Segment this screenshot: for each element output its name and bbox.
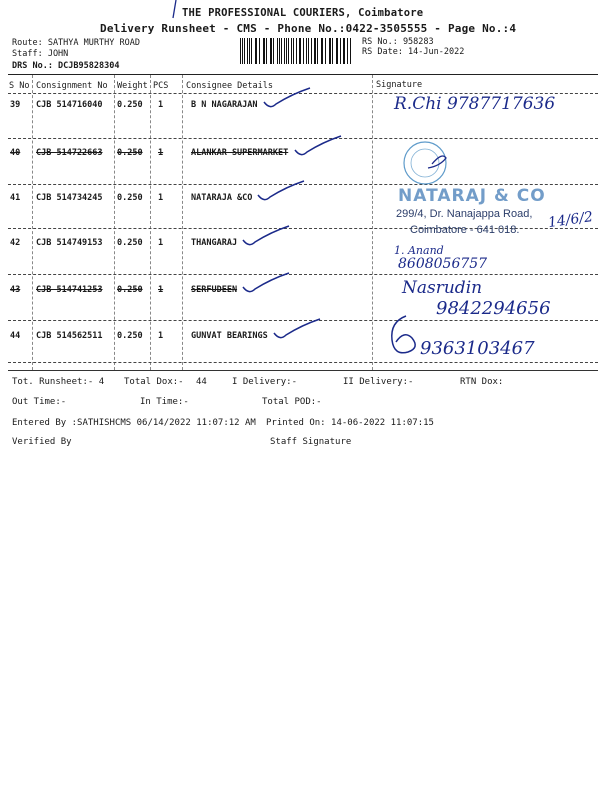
in-time: In Time:- <box>140 397 189 407</box>
runsheet-title: Delivery Runsheet - CMS - Phone No.:0422-3505555 - Page No.:4 <box>100 22 517 35</box>
barcode-bar <box>247 38 248 64</box>
total-dox-value: 44 <box>196 377 207 387</box>
col-header-signature: Signature <box>376 80 423 90</box>
total-dox-label: Total Dox:- <box>124 377 184 387</box>
cell-weight-row-41: 0.250 <box>117 193 143 203</box>
cell-consignee-row-42: THANGARAJ <box>191 238 238 248</box>
barcode-bar <box>350 38 351 64</box>
cell-consignment-row-41: CJB 514734245 <box>36 193 103 203</box>
cell-consignment-row-40: CJB 514722663 <box>36 148 103 158</box>
barcode <box>240 38 352 64</box>
col-divider <box>32 75 33 370</box>
cell-consignee-row-43: SERFUDEEN <box>191 285 238 295</box>
entered-by: Entered By :SATHISHCMS 06/14/2022 11:07:12 AM <box>12 418 256 428</box>
cell-pcs-row-42: 1 <box>158 238 164 248</box>
delivered-tick-row-39 <box>262 88 322 110</box>
cell-sno-row-39: 39 <box>10 100 21 110</box>
cell-consignee-row-39: B N NAGARAJAN <box>191 100 258 110</box>
cell-consignee-row-44: GUNVAT BEARINGS <box>191 331 268 341</box>
col-header-sno: S No <box>9 81 30 91</box>
cell-sno-row-41: 41 <box>10 193 21 203</box>
barcode-bar <box>332 38 333 64</box>
signature-row-39: R.Chi 9787717636 <box>394 94 556 114</box>
barcode-bar <box>317 38 318 64</box>
cell-sno-row-43: 43 <box>10 285 21 295</box>
total-pod: Total POD:- <box>262 397 322 407</box>
barcode-bar <box>321 38 322 64</box>
barcode-bar <box>255 38 256 64</box>
ii-delivery: II Delivery:- <box>343 377 414 387</box>
route-label: Route: SATHYA MURTHY ROAD <box>12 38 140 48</box>
rs-date: RS Date: 14-Jun-2022 <box>362 47 465 57</box>
signature-phone-row-42: 8608056757 <box>398 256 488 272</box>
col-header-consignee: Consignee Details <box>186 81 273 91</box>
delivered-tick-row-44 <box>272 319 332 341</box>
cell-sno-row-44: 44 <box>10 331 21 341</box>
staff-signature: Staff Signature <box>270 437 352 447</box>
row-separator <box>8 362 598 363</box>
col-divider <box>372 75 373 370</box>
barcode-bar <box>344 38 345 64</box>
barcode-bar <box>277 38 278 64</box>
verified-by: Verified By <box>12 437 72 447</box>
signature-phone-row-43: 9842294656 <box>436 298 551 319</box>
stamp-address-line2: Coimbatore - 641 018. <box>410 224 520 236</box>
cell-consignment-row-39: CJB 514716040 <box>36 100 103 110</box>
tot-runsheet: Tot. Runsheet:- 4 <box>12 377 105 387</box>
cell-weight-row-42: 0.250 <box>117 238 143 248</box>
cell-consignee-row-40: ALANKAR SUPERMARKET <box>191 148 289 158</box>
col-divider <box>114 75 115 370</box>
col-divider <box>150 75 151 370</box>
col-header-pcs: PCS <box>153 81 169 91</box>
company-line: THE PROFESSIONAL COURIERS, Coimbatore <box>182 7 424 19</box>
cell-pcs-row-39: 1 <box>158 100 164 110</box>
staff-label: Staff: JOHN <box>12 49 69 59</box>
delivered-tick-row-40 <box>293 136 353 158</box>
cell-pcs-row-40: 1 <box>158 148 164 158</box>
rtn-dox: RTN Dox: <box>460 377 504 387</box>
barcode-bar <box>325 38 326 64</box>
signature-name-row-42: 1. Anand <box>394 244 444 257</box>
row-separator <box>8 274 598 275</box>
cell-consignee-row-41: NATARAJA &CO <box>191 193 253 203</box>
col-header-weight: Weight <box>117 81 148 91</box>
barcode-bar <box>337 38 338 64</box>
cell-pcs-row-44: 1 <box>158 331 164 341</box>
cell-weight-row-43: 0.250 <box>117 285 143 295</box>
cell-pcs-row-43: 1 <box>158 285 164 295</box>
cell-pcs-row-41: 1 <box>158 193 164 203</box>
barcode-bar <box>284 38 285 64</box>
printed-on: Printed On: 14-06-2022 11:07:15 <box>266 418 434 428</box>
cell-consignment-row-44: CJB 514562511 <box>36 331 103 341</box>
cell-sno-row-42: 42 <box>10 238 21 248</box>
signature-phone-row-44: 9363103467 <box>420 338 535 359</box>
cell-weight-row-44: 0.250 <box>117 331 143 341</box>
header-pen-mark <box>168 0 180 20</box>
cell-sno-row-40: 40 <box>10 148 21 158</box>
barcode-bar <box>300 38 301 64</box>
barcode-bar <box>240 38 241 64</box>
barcode-bar <box>308 38 309 64</box>
cell-consignment-row-43: CJB 514741253 <box>36 285 103 295</box>
col-divider <box>182 75 183 370</box>
drs-number: DRS No.: DCJB95828304 <box>12 61 120 71</box>
stamp-seal <box>402 140 448 186</box>
barcode-bar <box>259 38 260 64</box>
i-delivery: I Delivery:- <box>232 377 298 387</box>
out-time: Out Time:- <box>12 397 67 407</box>
delivered-tick-row-41 <box>256 181 316 203</box>
barcode-bar <box>291 38 292 64</box>
table-top-rule <box>8 74 598 75</box>
signature-name-row-43: Nasrudin <box>402 278 483 298</box>
barcode-bar <box>273 38 274 64</box>
stamp-name: NATARAJ & CO <box>398 186 546 206</box>
delivered-tick-row-43 <box>241 273 301 295</box>
barcode-bar <box>266 38 267 64</box>
date-note: 14/6/2 <box>547 208 594 232</box>
stamp-address-line1: 299/4, Dr. Nanajappa Road, <box>396 208 533 220</box>
cell-weight-row-39: 0.250 <box>117 100 143 110</box>
cell-consignment-row-42: CJB 514749153 <box>36 238 103 248</box>
cell-weight-row-40: 0.250 <box>117 148 143 158</box>
barcode-bar <box>306 38 307 64</box>
col-header-consignment: Consignment No <box>36 81 108 91</box>
rs-number: RS No.: 958283 <box>362 37 434 47</box>
barcode-bar <box>293 38 294 64</box>
barcode-bar <box>251 38 252 64</box>
delivered-tick-row-42 <box>241 226 301 248</box>
table-bottom-rule <box>8 370 598 371</box>
